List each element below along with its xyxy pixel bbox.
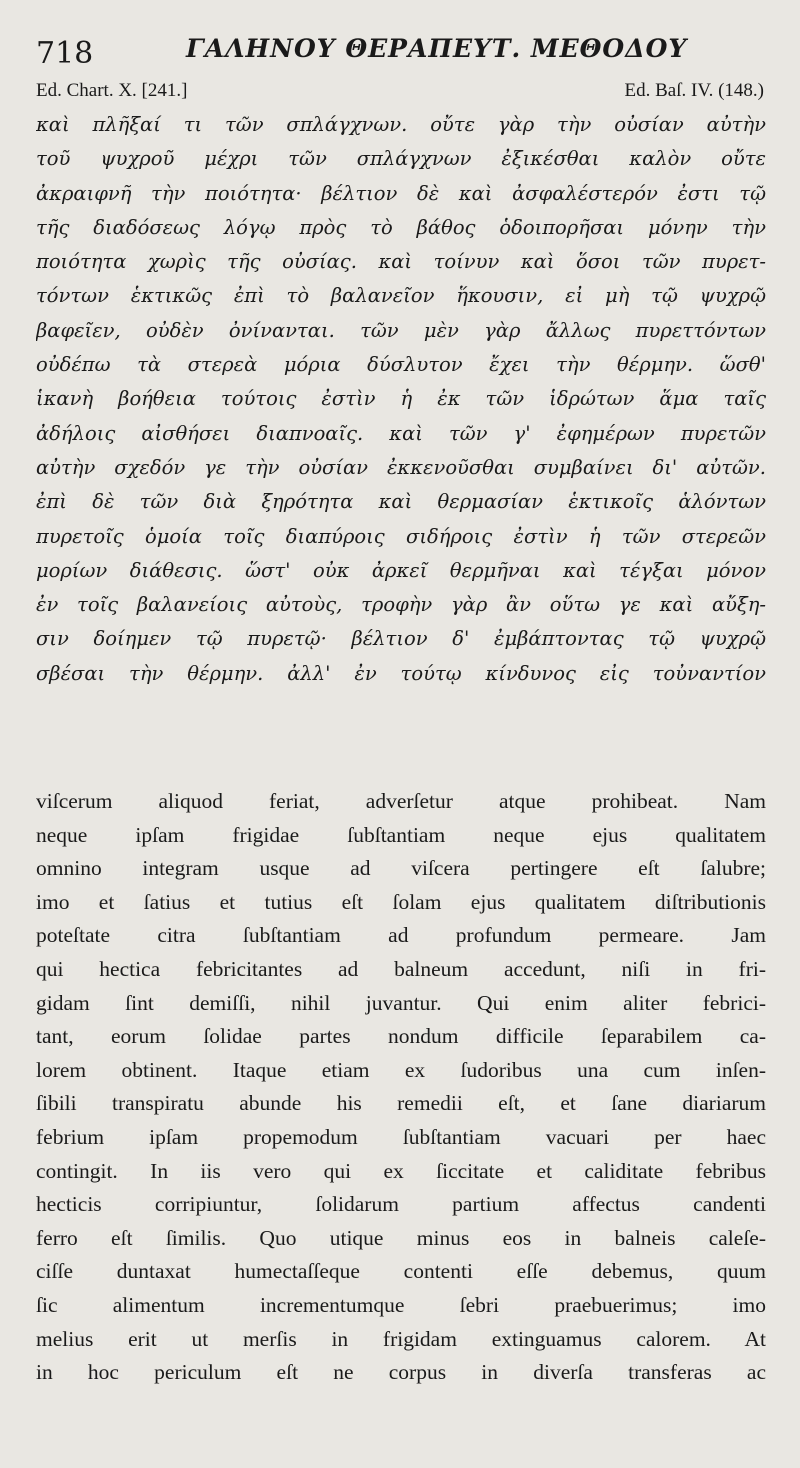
greek-text-line: αὐτὴν σχεδόν γε τὴν οὐσίαν ἐκκενοῦσθαι συμβαίνει δι' αὐτῶν. [36, 455, 766, 479]
greek-text-line: ἐν τοῖς βαλανείοις αὐτοὺς, τροφὴν γὰρ ἂν οὕτω γε καὶ αὔξη- [36, 593, 766, 617]
latin-text-line: melius erit ut merſis in frigidam extinguamus calorem. At [36, 1326, 766, 1351]
edition-basel: Ed. Baſ. IV. (148.) [624, 80, 764, 101]
latin-text-line: contingit. In iis vero qui ex ſiccitate et caliditate febribus [36, 1158, 766, 1183]
latin-text-line: imo et ſatius et tutius eſt ſolam ejus qualitatem diſtributionis [36, 889, 766, 914]
edition-chartier: Ed. Chart. X. [241.] [36, 80, 188, 101]
greek-text-block [36, 108, 766, 691]
greek-text-line: ἀκραιφνῆ τὴν ποιότητα· βέλτιον δὲ καὶ ἀσφαλέστερόν ἐστι τῷ [36, 181, 766, 205]
edition-references [36, 80, 764, 110]
latin-text-line: ferro eſt ſimilis. Quo utique minus eos in balneis caleſe- [36, 1225, 766, 1250]
page-number: 718 [36, 36, 94, 71]
latin-text-line: neque ipſam frigidae ſubſtantiam neque ejus qualitatem [36, 822, 766, 847]
greek-text-line: βαφεῖεν, οὐδὲν ὀνίνανται. τῶν μὲν γὰρ ἄλλως πυρεττόντων [36, 318, 766, 342]
greek-text-line: τοῦ ψυχροῦ μέχρι τῶν σπλάγχνων ἐξικέσθαι καλὸν οὔτε [36, 147, 766, 171]
latin-text-line: gidam ſint demiſſi, nihil juvantur. Qui enim aliter febrici- [36, 990, 766, 1015]
latin-text-line: lorem obtinent. Itaque etiam ex ſudoribus una cum inſen- [36, 1057, 766, 1082]
greek-text-line: μορίων διάθεσις. ὥστ' οὐκ ἀρκεῖ θερμῆναι καὶ τέγξαι μόνον [36, 558, 766, 582]
greek-text-line: ἱκανὴ βοήθεια τούτοις ἐστὶν ἡ ἐκ τῶν ἱδρώτων ἅμα ταῖς [36, 387, 766, 411]
greek-text-line: τόντων ἑκτικῶς ἐπὶ τὸ βαλανεῖον ἥκουσιν, εἰ μὴ τῷ ψυχρῷ [36, 284, 766, 308]
greek-text-line: σβέσαι τὴν θέρμην. ἀλλ' ἐν τούτῳ κίνδυνος εἰς τοὐναντίον [36, 661, 766, 685]
latin-text-line: hecticis corripiuntur, ſolidarum partium affectus candenti [36, 1192, 766, 1217]
latin-text-line: ſibili transpiratu abunde his remedii eſt, et ſane diariarum [36, 1091, 766, 1116]
latin-text-line: febrium ipſam propemodum ſubſtantiam vacuari per haec [36, 1124, 766, 1149]
latin-text-line: ſic alimentum incrementumque ſebri praebuerimus; imo [36, 1292, 766, 1317]
running-head: ΓΑΛΗΝΟΥ ΘΕΡΑΠΕΥΤ. ΜΕΘΟΔΟΥ [186, 34, 688, 63]
greek-text-line: ἐπὶ δὲ τῶν διὰ ξηρότητα καὶ θερμασίαν ἑκτικοῖς ἁλόντων [36, 490, 766, 514]
latin-text-block [36, 785, 766, 1390]
latin-text-line: in hoc periculum eſt ne corpus in diverſa transferas ac [36, 1360, 766, 1385]
latin-text-line: poteſtate citra ſubſtantiam ad profundum permeare. Jam [36, 923, 766, 948]
page-header [36, 30, 764, 74]
latin-text-line: tant, eorum ſolidae partes nondum difficile ſeparabilem ca- [36, 1024, 766, 1049]
latin-text-line: qui hectica febricitantes ad balneum accedunt, niſi in fri- [36, 956, 766, 981]
latin-text-line: omnino integram usque ad viſcera pertingere eſt ſalubre; [36, 856, 766, 881]
greek-text-line: τῆς διαδόσεως λόγῳ πρὸς τὸ βάθος ὁδοιπορῆσαι μόνην τὴν [36, 215, 766, 239]
greek-text-line: ποιότητα χωρὶς τῆς οὐσίας. καὶ τοίνυν καὶ ὅσοι τῶν πυρετ- [36, 250, 766, 274]
latin-text-line: viſcerum aliquod feriat, adverſetur atque prohibeat. Nam [36, 789, 766, 813]
greek-text-line: σιν δοίημεν τῷ πυρετῷ· βέλτιον δ' ἐμβάπτοντας τῷ ψυχρῷ [36, 627, 766, 651]
greek-text-line: ἀδήλοις αἰσθήσει διαπνοαῖς. καὶ τῶν γ' ἐφημέρων πυρετῶν [36, 421, 766, 445]
latin-text-line: ciſſe duntaxat humectaſſeque contenti eſſe debemus, quum [36, 1259, 766, 1284]
greek-text-line: οὐδέπω τὰ στερεὰ μόρια δύσλυτον ἔχει τὴν θέρμην. ὥσθ' [36, 353, 766, 377]
greek-text-line: καὶ πλῆξαί τι τῶν σπλάγχνων. οὔτε γὰρ τὴν οὐσίαν αὐτὴν [36, 113, 766, 136]
greek-text-line: πυρετοῖς ὁμοία τοῖς διαπύροις σιδήροις ἐστὶν ἡ τῶν στερεῶν [36, 524, 766, 548]
